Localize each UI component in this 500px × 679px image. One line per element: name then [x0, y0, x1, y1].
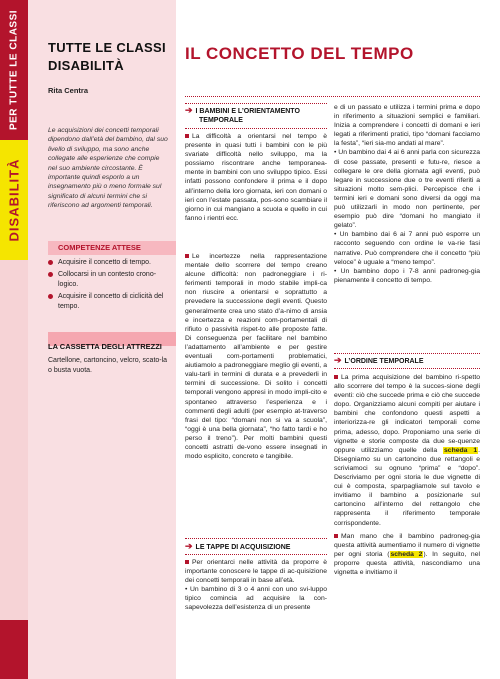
list-item: Acquisire il concetto di ciclicità del tempo.: [48, 292, 173, 312]
list-item: Collocarsi in un contesto crono-logico.: [48, 270, 173, 290]
section-subtitle: DISABILITÀ: [48, 58, 124, 73]
paragraph: • Un bambino dai 4 ai 6 anni parla con sicurezza di cose passate, presenti e futu-re, riesce a collegare le ore della giornata agli eventi, può legare in successione due o tre eventi riferiti a situazioni molto sem-plici. Percepisce che i termini ieri e domani sono diversi da oggi ma può utilizzarli in modo non pertinente, per esempio può dire “domani ho mangiato il gelato”.: [334, 149, 480, 230]
competenze-title: COMPETENZE ATTESE: [58, 243, 141, 252]
square-bullet-icon: [185, 254, 189, 258]
column-2-top: [334, 103, 480, 285]
section-heading-3: ➔ L’ORDINE TEMPORALE: [334, 355, 424, 365]
paragraph: Man mano che il bambino padroneg-gia questa attività aumentiamo il numero di vignette per ogni storia (scheda 2). In seguito, nel proporre questa attività, nascondiamo una vignetta e invitiamo il: [334, 532, 480, 576]
title-divider: [185, 96, 480, 97]
section-rule: [185, 538, 327, 539]
paragraph: La prima acquisizione del bambino ri-spetto allo scorrere del tempo è la succes-sione degli eventi: ciò che succede prima e ciò che succede dopo. Organizziamo alcuni compiti per aiutare i bambini che confondono questi aspetti a interiorizza-re gli indicatori temporali come prima, adesso, dopo. Proponiamo una serie di vignette e storie composte da due se-quenze oppure utilizziamo quelle della scheda 1. Disegniamo su un cartoncino due rettangoli e scriviamoci su ognuno “prima” e “dopo”. Descriviamo per ogni storia le due vignette di cui è composta, sparpagliamole sul tavolo e invitiamo il bambino a posizionarle sul cartoncino all’interno del rettangolo che rappresenta il riferimento temporale corrispondente.: [334, 374, 481, 527]
author: Rita Centra: [48, 86, 89, 95]
arrow-right-icon: ➔: [334, 355, 342, 365]
paragraph: Le incertezze nella rappresentazione mentale dello scorrere del tempo creano alcune difficoltà: non padroneggiare i ri-ferimenti temporali in modo stabile impli-ca non riuscire a orientarsi e soprattutto a prevedere la successione degli eventi. Questo generalmente crea uno stato d’a-nimo di ansia e incertezza e reazioni com-portamentali di rifiuto o passività rispet-to alle proposte fatte. Di conseguenza per facilitare nel bambino l’adattamento all’ambiente e per gestire eventuali com-portamenti problematici, aiutiamolo a padroneggiare meglio gli eventi, a valu-tarli in termini di durata e a prevederli in termini di successione. Di solito i concetti temporali vengono appresi in modo impli-cito e spontaneo attraverso l’esperienza e i commenti degli adulti (per esempio at-traverso frasi del tipo: “domani non si va a scuola”, “oggi è una bella giornata”, “ho fatto tardi e ho perso il treno”). Per molti bambini questi concetti astratti de-vono essere insegnati in modo esplicito, concreto e tangibile.: [185, 253, 327, 461]
competenze-list: [48, 258, 173, 314]
column-1-bottom: [185, 558, 327, 613]
column-2-bottom: [334, 373, 480, 577]
bullet-icon: [48, 294, 53, 299]
section-rule: [334, 368, 480, 369]
scheda-1-ref: scheda 1: [444, 446, 478, 454]
bullet-icon: [48, 272, 53, 277]
section-rule: [185, 103, 327, 104]
section-rule: [185, 128, 327, 129]
side-tab-bottom: [0, 620, 28, 679]
section-heading-2: ➔ LE TAPPE DI ACQUISIZIONE: [185, 541, 291, 551]
side-label-mid: DISABILITÀ: [6, 158, 22, 242]
scheda-2-ref: scheda 2: [390, 550, 423, 558]
section-rule: [334, 353, 480, 354]
column-1-mid: [185, 252, 327, 461]
square-bullet-icon: [185, 134, 189, 138]
square-bullet-icon: [334, 375, 338, 379]
cassetta-body: Cartellone, cartoncino, velcro, scato-la o busta vuota.: [48, 357, 168, 374]
section-heading-1-line2: TEMPORALE: [199, 117, 243, 124]
square-bullet-icon: [334, 534, 338, 538]
paragraph: • Un bambino dai 6 ai 7 anni può esporre un racconto seguendo con ordine le va-rie fasi narrative. Può comprendere che il concetto “più veloce” è uguale a “meno tempo”.: [334, 231, 480, 266]
page-title: IL CONCETTO DEL TEMPO: [185, 44, 414, 63]
section-rule: [185, 554, 327, 555]
paragraph: La difficoltà a orientarsi nel tempo è presente in quasi tutti i bambini con le più svariate difficoltà nello sviluppo, ma la possiamo riscontrare anche temporanea-mente in bambini con uno sviluppo tipico. Essi infatti possono confondere il prima e il dopo all’interno della loro giornata, ieri con domani o ieri con l’estate passata, pos-sono scambiare il giorno in cui mangiano a scuola e quello in cui fanno i rientri ecc.: [185, 133, 327, 222]
section-heading-1: ➔ I BAMBINI E L’ORIENTAMENTO: [185, 105, 300, 115]
arrow-right-icon: ➔: [185, 105, 193, 115]
cassetta-title: LA CASSETTA DEGLI ATTREZZI: [48, 342, 162, 351]
square-bullet-icon: [185, 560, 189, 564]
paragraph: • Un bambino di 3 o 4 anni con uno svi-luppo tipico comincia ad acquisire la con-sapevolezza dell’esistenza di un presente: [185, 586, 327, 612]
section-title: TUTTE LE CLASSI: [48, 40, 166, 55]
paragraph: Per orientarci nelle attività da proporre è importante conoscere le tappe di ac-quisizione dei concetti temporali in base all’età.: [185, 559, 327, 585]
bullet-icon: [48, 260, 53, 265]
arrow-right-icon: ➔: [185, 541, 193, 551]
side-label-top: PER TUTTE LE CLASSI: [8, 9, 20, 131]
paragraph: e di un passato e utilizza i termini prima e dopo in riferimento a situazioni semplici e familiari. Inizia a comprendere i concetti di domani e ieri legati a riferimenti pratici, tipo “domani facciamo la festa”, “ieri sia-mo andati al mare”.: [334, 104, 480, 148]
column-1-top: [185, 132, 327, 223]
paragraph: • Un bambino dopo i 7-8 anni padroneg-gia pienamente il concetto di tempo.: [334, 267, 480, 284]
list-item: Acquisire il concetto di tempo.: [48, 258, 173, 268]
intro-text: Le acquisizioni dei concetti temporali dipendono dall’età del bambino, dal suo livello di sviluppo, ma sono anche collegate alle esperienze che compie nel suo ambiente circostante. È importante quindi esporlo a un insegnamento più o meno formale sul significato di alcuni termini che si riferiscono ad argomenti temporali.: [48, 127, 168, 210]
